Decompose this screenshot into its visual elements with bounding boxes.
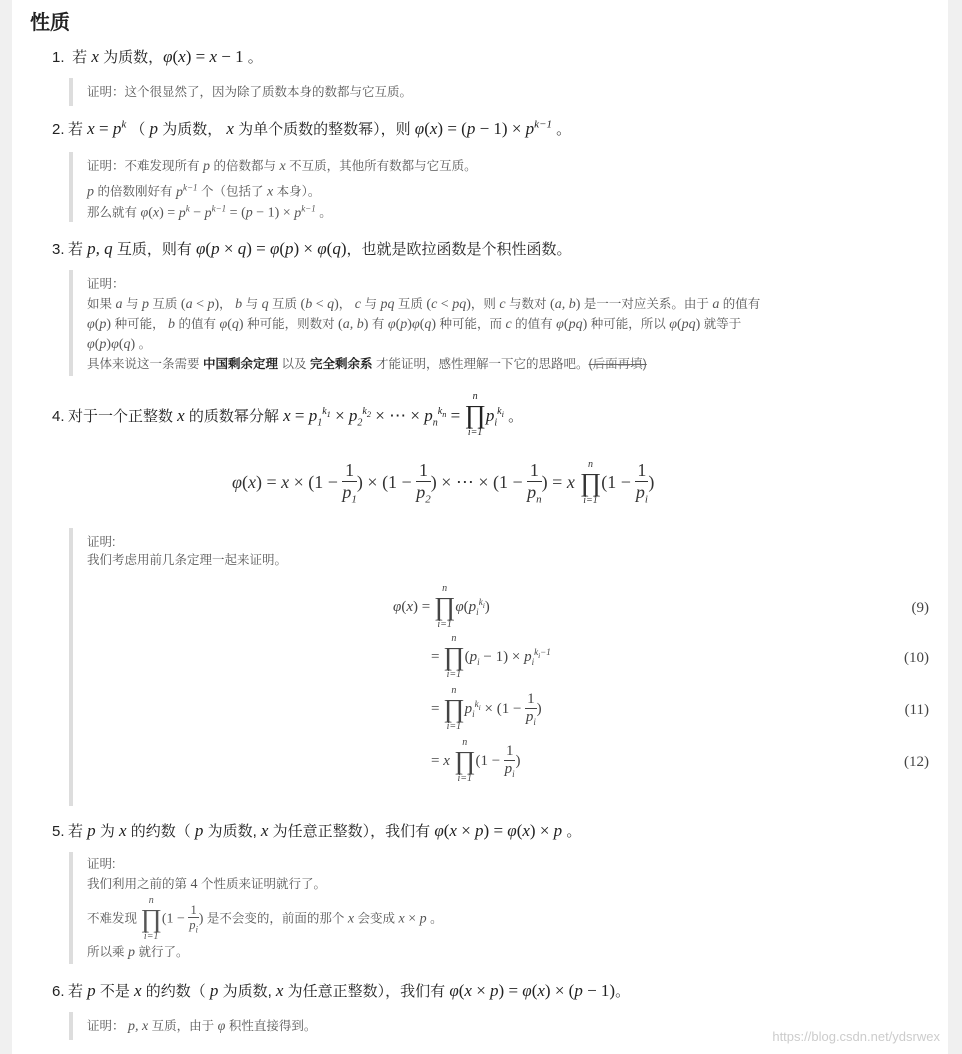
equation-9: φ(x) = n ∏ i=1 $\varphi(p_i^{k_i})$ [393, 583, 490, 630]
proof-4: 证明: 我们考虑用前几条定理一起来证明。 φ(x) = n ∏ i=1 $\varphi(p_i^{k_i})$ (9) = n ∏ i=1 $(p_i - 1) \times p_i^{k_i-1}$ (10) = n ∏ i=1 $p_i^{k_i} \times (1$ − $\frac{1}{p_i}$ ) (11) = x n ∏ i=1 (1 − $\frac{1}{p_i}$ ) (12) [69, 528, 939, 806]
proof-6: 证明： p, x 互质，由于 φ 积性直接得到。 [69, 1012, 939, 1040]
property-4: 4. 对于一个正整数 x 的质数幂分解 $x = p_1^{k_1} \times p_2^{k_2}$ × ⋯ × $p_n^{k_n}$ = n ∏ i=1 $p_i^{k_i}$ 。 [52, 391, 524, 438]
property-3: 3. 若 p, q 互质，则有 φ(p × q) = φ(p) × φ(q)，也就是欧拉函数是个积性函数。 [52, 239, 572, 258]
equation-12: = x n ∏ i=1 (1 − $\frac{1}{p_i}$ ) [431, 737, 521, 784]
section-title: 性质 [30, 12, 70, 34]
proof-2: 证明：不难发现所有 p 的倍数都与 x 不互质，其他所有数都与它互质。 p 的倍数刚好有 $p^{k-1}$ 个（包括了 x 本身）。 那么就有 $\varphi(x) = p^k - p^{k-1} = (p - 1) \times p^{k-1}$ 。 [69, 152, 939, 222]
proof-1: 证明：这个很显然了，因为除了质数本身的数都与它互质。 [69, 78, 939, 106]
display-formula: φ(x) = x × (1 − $\frac{1}{p_1}$ ) × (1 − $\frac{1}{p_2}$ ) × ⋯ × (1 − $\frac{1}{p_n}$ ) = x n ∏ i=1 (1 − $\frac{1}{p_i}$ ) [232, 459, 655, 506]
property-5: 5. 若 p 为 x 的约数（ p 为质数, x 为任意正整数），我们有 φ(x × p) = φ(x) × p 。 [52, 821, 582, 840]
equation-11: = n ∏ i=1 $p_i^{k_i} \times (1$ − $\frac{1}{p_i}$ ) [431, 685, 542, 732]
proof-3: 证明： 如果 a 与 p 互质 (a < p)， b 与 q 互质 (b < q)， c 与 pq 互质 (c < pq)，则 c 与数对 (a, b) 是一一对应关系。由于 a 的值有 φ(p) 种可能， b 的值有 φ(q) 种可能，则数对 (a, b) 有 φ(p)φ(q) 种可能，而 c 的值有 φ(pq) 种可能，所以 φ(pq) 就等于 φ(p)φ(q) 。 具体来说这一条需要 中国剩余定理 以及 完全剩余系 才能证明，感性理解一下它的思路吧。(后面再填) [69, 270, 939, 376]
watermark: https://blog.csdn.net/ydsrwex [772, 1029, 940, 1044]
property-2: 2. 若 $x = p^k$ （ p 为质数， x 为单个质数的整数幂），则 $\varphi(x) = (p - 1) \times p^{k-1}$ 。 [52, 118, 572, 138]
property-1: 1. 若 x 为质数，φ(x) = x − 1 。 [52, 47, 263, 66]
equation-10: = n ∏ i=1 $(p_i - 1) \times p_i^{k_i-1}$ [431, 633, 551, 680]
article-page [12, 0, 948, 1054]
property-6: 6. 若 p 不是 x 的约数（ p 为质数, x 为任意正整数），我们有 φ(x × p) = φ(x) × (p − 1)。 [52, 981, 631, 1000]
proof-5: 证明: 我们利用之前的第 4 个性质来证明就行了。 不难发现 n ∏ i=1 (1 − $\frac{1}{p_i}$ ) 是不会变的，前面的那个 x 会变成 x × p 。 所以乘 p 就行了。 [69, 852, 939, 964]
